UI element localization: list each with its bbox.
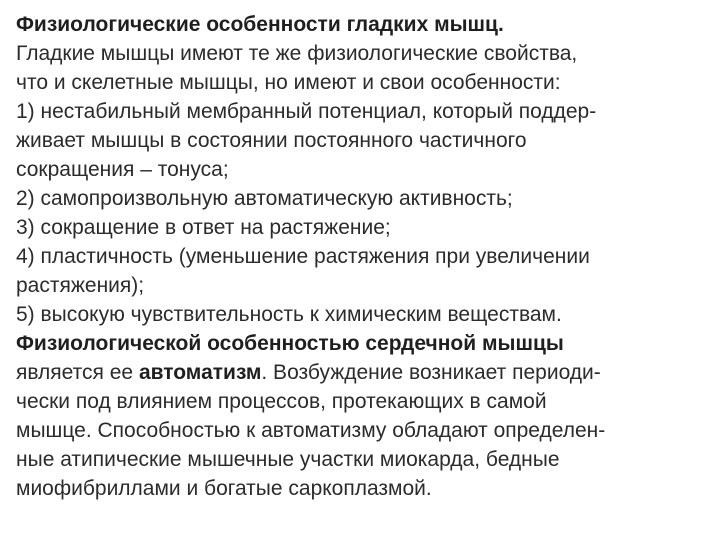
heart-line: миофибриллами и богатые саркоплазмой. [16,477,432,500]
list-item-1-line: 1) нестабильный мембранный потенциал, который поддер- [16,100,597,123]
slide-title: Физиологические особенности гладких мышц. [16,13,504,36]
intro-line: Гладкие мышцы имеют те же физиологические свойства, [16,42,578,65]
list-item-1-line: сокращения – тонуса; [16,158,229,181]
list-item-4-line: 4) пластичность (уменьшение растяжения при увеличении [16,245,590,268]
heart-line: ные атипические мышечные участки миокарда, бедные [16,448,560,471]
heart-line: мышце. Способностью к автоматизму обладают определен- [16,419,606,442]
list-item-1-line: живает мышцы в состоянии постоянного частичного [16,129,527,152]
list-item-2-line: 2) самопроизвольную автоматическую активность; [16,187,513,210]
intro-line: что и скелетные мышцы, но имеют и свои особенности: [16,71,561,94]
heart-line-suffix: . Возбуждение возникает периоди- [261,361,601,384]
list-item-5-line: 5) высокую чувствительность к химическим веществам. [16,303,562,326]
slide-text [16,10,710,503]
heart-line: чески под влиянием процессов, протекающих в самой [16,390,547,413]
list-item-3-line: 3) сокращение в ответ на растяжение; [16,216,391,239]
automatism-term: автоматизм [138,361,262,384]
heart-line-prefix: является ее [16,361,139,384]
list-item-4-line: растяжения); [16,274,145,297]
heart-line [16,358,710,387]
heart-heading: Физиологической особенностью сердечной мышцы [16,332,564,355]
